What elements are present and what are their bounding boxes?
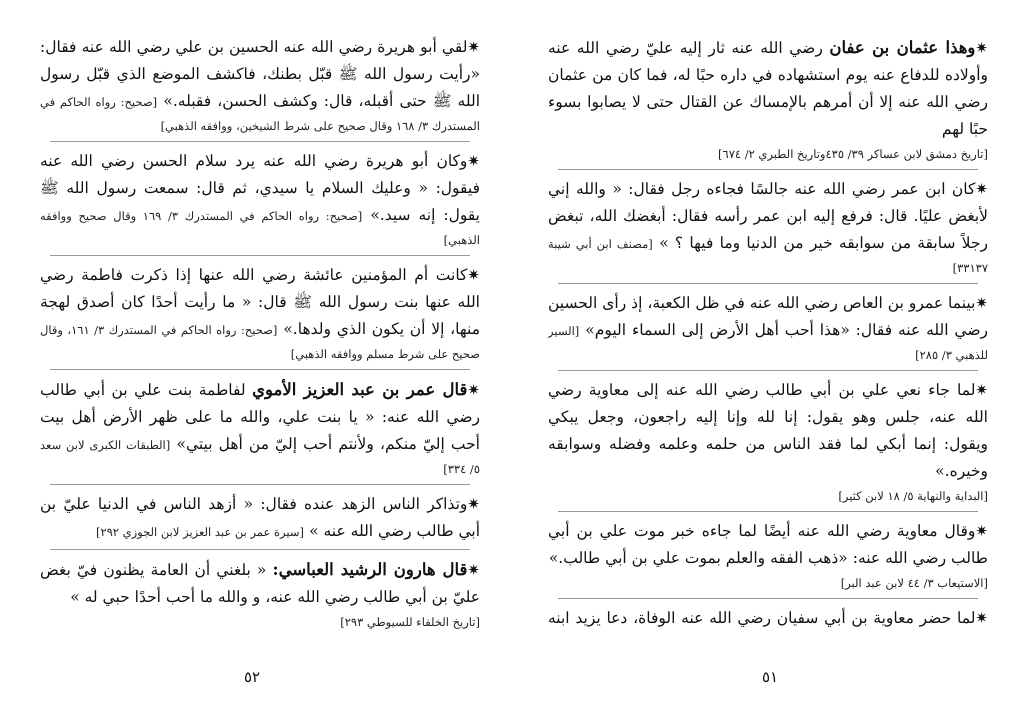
divider: [558, 283, 978, 284]
page-number-left: ٥٢: [243, 668, 261, 686]
paragraph: [548, 290, 988, 366]
star-bullet-icon: ✷: [467, 495, 480, 513]
paragraph-text: وكان أبو هريرة رضي الله عنه يرد سلام الحسن رضي الله عنه فيقول: « وعليك السلام يا سيدي، ثم قال: سمعت رسول الله ﷺ يقول: إنه سيد.»: [40, 152, 480, 224]
paragraph-text: وقال معاوية رضي الله عنه أيضًا لما جاءه خبر موت علي بن أبي طالب رضي الله عنه: «ذهب الفقه والعلم بموت علي بن أبي طالب.»: [548, 522, 988, 567]
star-bullet-icon: ✷: [467, 38, 480, 56]
divider: [50, 369, 470, 370]
paragraph: [40, 148, 480, 251]
paragraph-text: لما جاء نعي علي بن أبي طالب رضي الله عنه إلى معاوية رضي الله عنه، جلس وهو يقول: إنا لله وإنا إليه راجعون، وجعل يبكي ويقول: إنما أبكي لما فقد الناس من حلمه وعلمه وفضله وسوابقه وخيره.»: [548, 381, 988, 480]
star-bullet-icon: ✷: [975, 180, 988, 198]
star-bullet-icon: ✷: [975, 294, 988, 312]
citation: [تاريخ الخلفاء للسيوطي ٢٩٣]: [340, 615, 480, 629]
citation: [صحيح: رواه الحاكم في المستدرك ٣/ ١٦١، وقال صحيح على شرط مسلم ووافقه الذهبي]: [40, 323, 480, 361]
paragraph: [548, 518, 988, 594]
paragraph-text: كان ابن عمر رضي الله عنه جالسًا فجاءه رجل فقال: « والله إني لأبغض عليًا. قال: فرفع إليه ابن عمر رأسه فقال: أبغضك الله، تبغض رجلاً سابقة من سوابقه خير من الدنيا وما فيها ؟ »: [548, 180, 988, 252]
paragraph-heading: قال هارون الرشيد العباسي:: [272, 560, 468, 579]
star-bullet-icon: ✷: [975, 381, 988, 399]
star-bullet-icon: ✷: [467, 381, 480, 399]
paragraph: [40, 376, 480, 480]
star-bullet-icon: ✷: [975, 522, 988, 540]
paragraph-text: رضي الله عنه ثار إليه عليّ رضي الله عنه وأولاده للدفاع عنه يوم استشهاده في داره حبًا له، فما كان من عثمان رضي الله عنه إلا أن أمرهم بالإمساك عن القتال حتى لا يصابوا بسوء حبًا لهم: [548, 39, 988, 138]
citation: [البداية والنهاية ٥/ ١٨ لابن كثير]: [838, 489, 988, 503]
right-page: [548, 34, 988, 634]
paragraph-heading: وهذا عثمان بن عفان: [829, 38, 976, 57]
left-page: [40, 34, 480, 634]
paragraph: [548, 605, 988, 634]
citation: [مصنف ابن أبي شيبة ٣٣١٣٧]: [548, 237, 988, 275]
paragraph-text: لما حضر معاوية بن أبي سفيان رضي الله عنه الوفاة، دعا يزيد ابنه: [548, 609, 976, 627]
divider: [50, 255, 470, 256]
paragraph-heading: قال عمر بن عبد العزيز الأموي: [252, 380, 468, 399]
paragraph-text: وتذاكر الناس الزهد عنده فقال: « أزهد الناس في الدنيا عليّ بن أبي طالب رضي الله عنه »: [40, 495, 480, 540]
divider: [558, 511, 978, 512]
citation: [سيرة عمر بن عبد العزيز لابن الجوزي ٢٩٢]: [95, 525, 304, 539]
divider: [50, 141, 470, 142]
divider: [50, 484, 470, 485]
page-number-right: ٥١: [761, 668, 779, 686]
citation: [صحيح: رواه الحاكم في المستدرك ٣/ ١٦٨ وقال صحيح على شرط الشيخين، ووافقه الذهبي]: [40, 95, 480, 133]
divider: [558, 169, 978, 170]
paragraph: [40, 262, 480, 365]
paragraph-text: « بلغني أن العامة يظنون فيّ بغض عليّ بن أبي طالب رضي الله عنه، و والله ما أحب أحدًا حبي له »: [40, 561, 480, 606]
paragraph-text: بينما عمرو بن العاص رضي الله عنه في ظل الكعبة، إذ رأى الحسين رضي الله عنه فقال: «هذا أحب أهل الأرض إلى السماء اليوم»: [548, 294, 988, 339]
star-bullet-icon: ✷: [975, 39, 988, 57]
paragraph-text: كانت أم المؤمنين عائشة رضي الله عنها إذا ذكرت فاطمة رضي الله عنها بنت رسول الله ﷺ قال: « ما رأيت أحدًا كان أصدق لهجة منها، إلا أن يكون الذي ولدها.»: [40, 266, 480, 338]
citation: [السير للذهبي ٣/ ٢٨٥]: [548, 324, 988, 362]
paragraph: [40, 34, 480, 137]
star-bullet-icon: ✷: [467, 266, 480, 284]
paragraph-text: لفاطمة بنت علي بن أبي طالب رضي الله عنه: « يا بنت علي، والله ما على ظهر الأرض أهل بيت أحب إليّ منكم، ولأنتم أحب إليّ من أهل بيتي»: [40, 381, 480, 453]
star-bullet-icon: ✷: [975, 609, 988, 627]
paragraph: [40, 491, 480, 545]
citation: [تاريخ دمشق لابن عساكر ٣٩/ ٤٣٥وتاريخ الطبري ٢/ ٦٧٤]: [718, 147, 988, 161]
divider: [558, 370, 978, 371]
paragraph: [548, 176, 988, 279]
star-bullet-icon: ✷: [467, 561, 480, 579]
divider: [50, 549, 470, 550]
paragraph-text: لقي أبو هريرة رضي الله عنه الحسين بن علي رضي الله عنه فقال: «رأيت رسول الله ﷺ قبّل بطنك، فاكشف الموضع الذي قبّل رسول الله ﷺ حتى أقبله، قال: وكشف الحسن، فقبله.»: [40, 38, 480, 110]
star-bullet-icon: ✷: [467, 152, 480, 170]
divider: [558, 598, 978, 599]
paragraph: [548, 377, 988, 507]
citation: [صحيح: رواه الحاكم في المستدرك ٣/ ١٦٩ وقال صحيح ووافقه الذهبي]: [40, 209, 480, 247]
citation: [الطبقات الكبرى لابن سعد ٥/ ٣٣٤]: [40, 438, 480, 476]
paragraph: [548, 34, 988, 165]
paragraph: [40, 556, 480, 633]
citation: [الاستيعاب ٣/ ٤٤ لابن عبد البر]: [840, 576, 988, 590]
